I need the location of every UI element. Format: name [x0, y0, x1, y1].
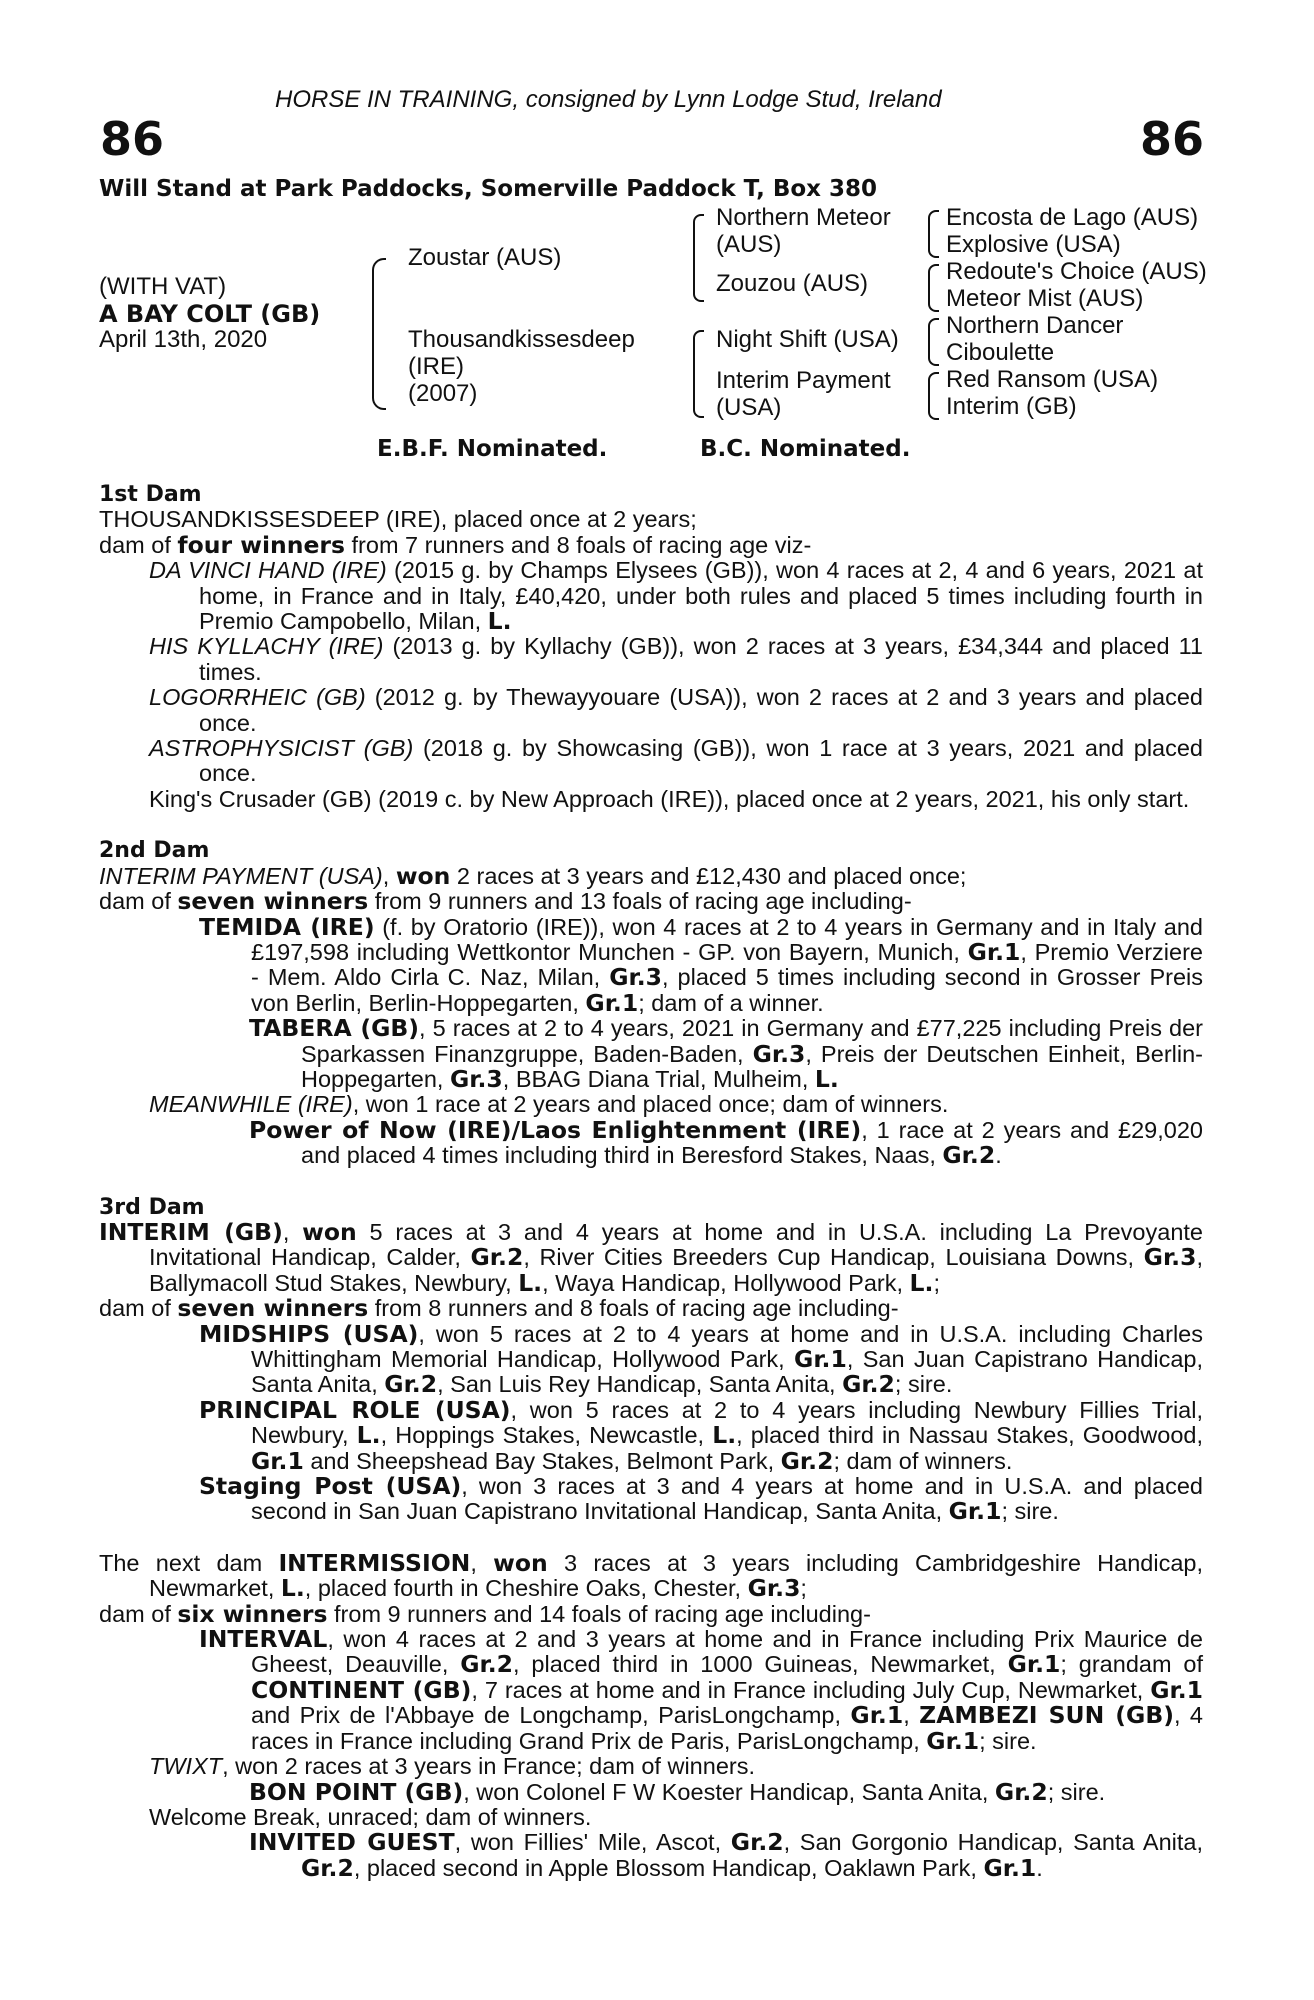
foaling-date: April 13th, 2020 — [99, 326, 268, 353]
produce-entry: TWIXT, won 2 races at 3 years in France; dam of winners. — [149, 1753, 755, 1780]
dam-foaled-year: (2007) — [408, 380, 478, 407]
grand-produce-entry: INVITED GUEST, won Fillies' Mile, Ascot, Gr.2, San Gorgonio Handicap, Santa Anita, Gr.2, placed second in Apple Blossom Handicap, Oaklawn Park, Gr.1. — [249, 1828, 1203, 1882]
produce-entry: DA VINCI HAND (IRE) (2015 g. by Champs Elysees (GB)), won 4 races at 2, 4 and 6 years, 2021 at home, in France and in Italy, £40,420, under both rules and placed 5 times including fourth in Premio Campobello, Milan, L. — [149, 557, 1203, 636]
produce-entry: TEMIDA (IRE) (f. by Oratorio (IRE)), won 4 races at 2 to 4 years in Germany and in Italy and £197,598 including Wettkontor Munchen - GP. von Bayern, Munich, Gr.1, Premio Verziere - Mem. Aldo Cirla C. Naz, Milan, Gr.3, placed 5 times including second in Grosser Preis von Berlin, Berlin-Hoppegarten, Gr.1; dam of a winner. — [199, 912, 1203, 1017]
pedigree-brace-sire — [693, 214, 704, 302]
sire-dam-dam: Meteor Mist (AUS) — [946, 285, 1144, 312]
dam-sire-sire: Northern Dancer — [946, 312, 1124, 339]
dam-name-l2: (IRE) — [408, 353, 464, 380]
dam-name-l1: Thousandkissesdeep — [408, 326, 635, 353]
dam-sire-dam: Ciboulette — [946, 339, 1055, 366]
second-dam-line: INTERIM PAYMENT (USA), won 2 races at 3 years and £12,430 and placed once; — [99, 861, 967, 890]
lot-number-right: 86 — [1139, 112, 1204, 166]
first-dam-produce-summary: dam of four winners from 7 runners and 8 foals of racing age viz- — [99, 530, 812, 559]
produce-entry: PRINCIPAL ROLE (USA), won 5 races at 2 to 4 years including Newbury Fillies Trial, Newbury, L., Hoppings Stakes, Newcastle, L., placed third in Nassau Stakes, Goodwood, Gr.1 and Sheepshead Bay Stakes, Belmont Park, Gr.2; dam of winners. — [199, 1395, 1203, 1475]
pedigree-brace-ds — [928, 318, 939, 366]
pedigree-brace-ss — [928, 210, 939, 258]
first-dam-section — [99, 482, 1203, 812]
dam-dam-sire: Red Ransom (USA) — [946, 366, 1159, 393]
next-dam-produce-summary: dam of six winners from 9 runners and 14 foals of racing age including- — [99, 1599, 871, 1628]
third-dam-heading: 3rd Dam — [99, 1194, 205, 1220]
produce-entry: HIS KYLLACHY (IRE) (2013 g. by Kyllachy (GB)), won 2 races at 3 years, £34,344 and placed 11 times. — [149, 633, 1203, 685]
grand-produce-entry: BON POINT (GB), won Colonel F W Koester Handicap, Santa Anita, Gr.2; sire. — [249, 1777, 1106, 1806]
sire-sire-sire: Encosta de Lago (AUS) — [946, 204, 1199, 231]
dam-dam-dam: Interim (GB) — [946, 393, 1077, 420]
grand-produce-entry: TABERA (GB), 5 races at 2 to 4 years, 2021 in Germany and £77,225 including Preis der Sparkassen Finanzgruppe, Baden-Baden, Gr.3, Preis der Deutschen Einheit, Berlin-Hoppegarten, Gr.3, BBAG Diana Trial, Mulheim, L. — [249, 1014, 1203, 1093]
consignor-line: HORSE IN TRAINING, consigned by Lynn Lodge Stud, Ireland — [275, 86, 942, 113]
next-dam-line: The next dam INTERMISSION, won 3 races at 3 years including Cambridgeshire Handicap, Newmarket, L., placed fourth in Cheshire Oaks, Chester, Gr.3; — [99, 1548, 1203, 1603]
produce-entry: Staging Post (USA), won 3 races at 3 and 4 years at home and in U.S.A. and placed second in San Juan Capistrano Invitational Handicap, Santa Anita, Gr.1; sire. — [199, 1472, 1203, 1526]
horse-name: A BAY COLT (GB) — [99, 300, 321, 328]
pedigree-brace-gen1 — [372, 258, 386, 410]
sire-name: Zoustar (AUS) — [408, 244, 562, 271]
dam-dam-l1: Interim Payment — [716, 367, 891, 394]
dam-dam-l2: (USA) — [716, 394, 782, 421]
sire-sire-dam: Explosive (USA) — [946, 231, 1121, 258]
second-dam-produce-summary: dam of seven winners from 9 runners and 13 foals of racing age including- — [99, 887, 912, 916]
stand-location: Will Stand at Park Paddocks, Somerville Paddock T, Box 380 — [99, 176, 878, 202]
third-dam-section — [99, 1195, 1203, 1525]
dam-sire: Night Shift (USA) — [716, 326, 899, 353]
first-dam-line: THOUSANDKISSESDEEP (IRE), placed once at 2 years; — [99, 506, 697, 533]
produce-entry: LOGORRHEIC (GB) (2012 g. by Thewayyouare (USA)), won 2 races at 2 and 3 years and placed once. — [149, 684, 1203, 736]
ebf-nominated: E.B.F. Nominated. — [377, 436, 608, 462]
produce-entry: ASTROPHYSICIST (GB) (2018 g. by Showcasing (GB)), won 1 race at 3 years, 2021 and placed once. — [149, 735, 1203, 787]
pedigree-brace-sd — [928, 264, 939, 312]
pedigree-brace-dam — [693, 330, 704, 418]
vat-note: (WITH VAT) — [99, 273, 227, 300]
lot-number-left: 86 — [100, 112, 165, 166]
bc-nominated: B.C. Nominated. — [700, 436, 911, 462]
produce-entry: MEANWHILE (IRE), won 1 race at 2 years and placed once; dam of winners. — [149, 1091, 949, 1118]
produce-entry: INTERVAL, won 4 races at 2 and 3 years at home and in France including Prix Maurice de Gheest, Deauville, Gr.2, placed third in 1000 Guineas, Newmarket, Gr.1; grandam of CONTINENT (GB), 7 races at home and in France including July Cup, Newmarket, Gr.1 and Prix de l'Abbaye de Longchamp, ParisLongchamp, Gr.1, ZAMBEZI SUN (GB), 4 races in France including Grand Prix de Paris, ParisLongchamp, Gr.1; sire. — [199, 1625, 1204, 1755]
third-dam-line: INTERIM (GB), won 5 races at 3 and 4 years at home and in U.S.A. including La Prevoyante Invitational Handicap, Calder, Gr.2, River Cities Breeders Cup Handicap, Louisiana Downs, Gr.3, Ballymacoll Stud Stakes, Newbury, L., Waya Handicap, Hollywood Park, L.; — [99, 1217, 1203, 1297]
sire-dam: Zouzou (AUS) — [716, 270, 869, 297]
pedigree-brace-dd — [928, 372, 939, 420]
sire-sire-l2: (AUS) — [716, 231, 782, 258]
produce-entry: MIDSHIPS (USA), won 5 races at 2 to 4 years at home and in U.S.A. including Charles Whittingham Memorial Handicap, Hollywood Park, Gr.1, San Juan Capistrano Handicap, Santa Anita, Gr.2, San Luis Rey Handicap, Santa Anita, Gr.2; sire. — [199, 1319, 1203, 1399]
grand-produce-entry: Power of Now (IRE)/Laos Enlightenment (IRE), 1 race at 2 years and £29,020 and placed 4 times including third in Beresford Stakes, Naas, Gr.2. — [249, 1115, 1203, 1170]
first-dam-heading: 1st Dam — [99, 482, 202, 507]
produce-entry: Welcome Break, unraced; dam of winners. — [149, 1803, 592, 1830]
next-dam-section — [99, 1548, 1204, 1882]
second-dam-section — [99, 838, 1203, 1168]
second-dam-heading: 2nd Dam — [99, 838, 210, 864]
sire-sire-l1: Northern Meteor — [716, 204, 891, 231]
third-dam-produce-summary: dam of seven winners from 8 runners and 8 foals of racing age including- — [99, 1294, 899, 1323]
sire-dam-sire: Redoute's Choice (AUS) — [946, 258, 1207, 285]
produce-entry: King's Crusader (GB) (2019 c. by New Approach (IRE)), placed once at 2 years, 2021, his only start. — [149, 785, 1190, 812]
catalogue-body — [99, 482, 1203, 1881]
